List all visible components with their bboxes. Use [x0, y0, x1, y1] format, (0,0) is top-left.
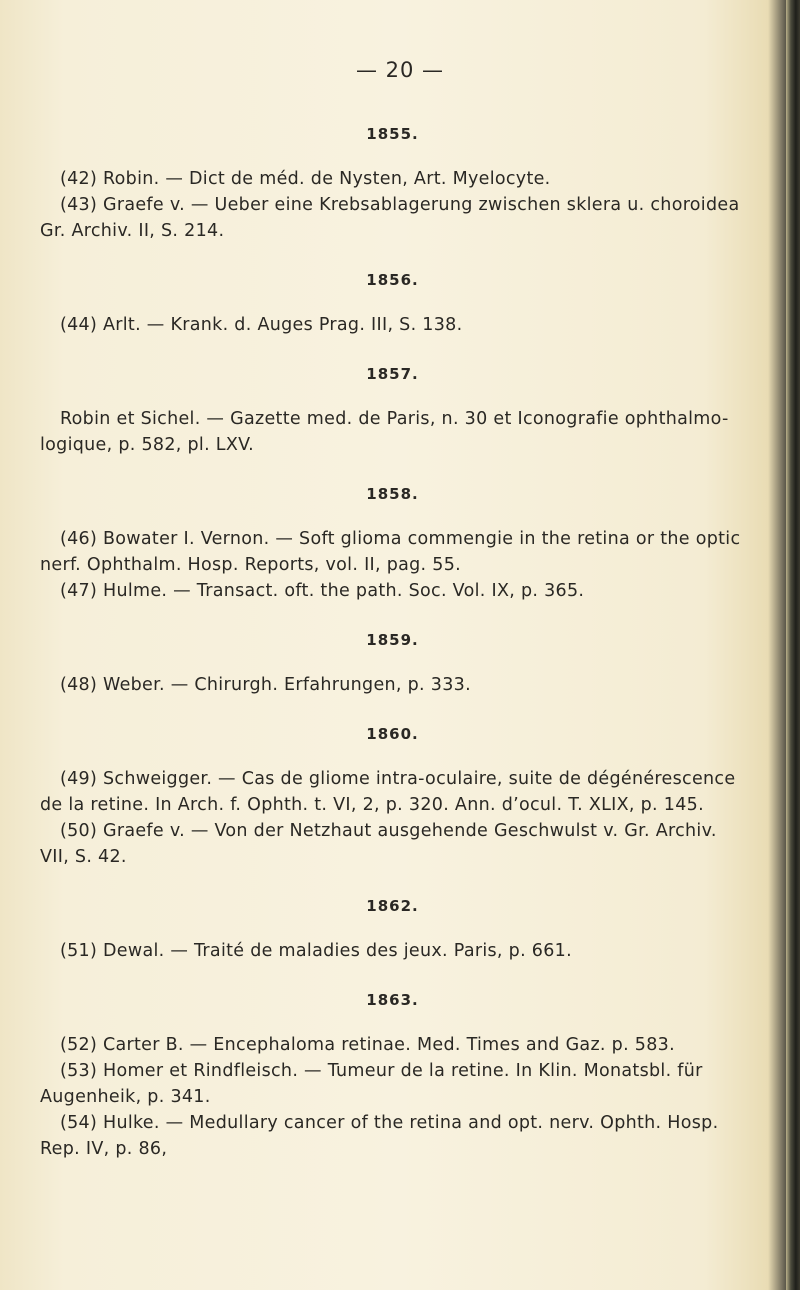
entry-43: (43) Graefe v. — Ueber eine Krebsablagerung zwischen sklera u. choroidea Gr. Archiv. II, S. 214.: [40, 195, 740, 241]
entry-54: (54) Hulke. — Medullary cancer of the retina and opt. nerv. Ophth. Hosp. Rep. IV, p. 86,: [40, 1113, 719, 1159]
section-1863: [40, 986, 745, 1162]
section-1859: [40, 626, 745, 698]
year-heading: 1859.: [366, 631, 419, 649]
page-edge-shadow: [786, 0, 800, 1290]
year-heading: 1860.: [366, 725, 419, 743]
year-heading: 1862.: [366, 897, 419, 915]
entry-53: (53) Homer et Rindfleisch. — Tumeur de la retine. In Klin. Monatsbl. für Augenheik, p. 341.: [40, 1061, 703, 1107]
entry-46: (46) Bowater I. Vernon. — Soft glioma commengie in the retina or the optic nerf. Ophthalm. Hosp. Reports, vol. II, pag. 55.: [40, 529, 741, 575]
entry-49: (49) Schweigger. — Cas de gliome intra-oculaire, suite de dégénérescence de la retine. In Arch. f. Ophth. t. VI, 2, p. 320. Ann. d’ocul. T. XLIX, p. 145.: [40, 769, 736, 815]
section-1857: [40, 360, 745, 458]
section-1860: [40, 720, 745, 870]
entry-52: (52) Carter B. — Encephaloma retinae. Med. Times and Gaz. p. 583.: [60, 1035, 675, 1055]
section-1862: [40, 892, 745, 964]
year-heading: 1858.: [366, 485, 419, 503]
section-1858: [40, 480, 745, 604]
page-number: — 20 —: [355, 58, 445, 82]
year-heading: 1857.: [366, 365, 419, 383]
entry-47: (47) Hulme. — Transact. oft. the path. Soc. Vol. IX, p. 365.: [60, 581, 585, 601]
section-1855: [40, 120, 745, 244]
entry-51: (51) Dewal. — Traité de maladies des jeux. Paris, p. 661.: [60, 941, 572, 961]
entry-50: (50) Graefe v. — Von der Netzhaut ausgehende Geschwulst v. Gr. Archiv. VII, S. 42.: [40, 821, 717, 867]
entry-44: (44) Arlt. — Krank. d. Auges Prag. III, S. 138.: [60, 315, 463, 335]
year-heading: 1856.: [366, 271, 419, 289]
year-heading: 1855.: [366, 125, 419, 143]
section-1856: [40, 266, 745, 338]
entry-42: (42) Robin. — Dict de méd. de Nysten, Art. Myelocyte.: [60, 169, 551, 189]
entry-robin-sichel: Robin et Sichel. — Gazette med. de Paris, n. 30 et Iconografie ophthalmo-logique, p. 582, pl. LXV.: [40, 409, 729, 455]
year-heading: 1863.: [366, 991, 419, 1009]
bibliography: [40, 120, 745, 1162]
entry-48: (48) Weber. — Chirurgh. Erfahrungen, p. 333.: [60, 675, 471, 695]
